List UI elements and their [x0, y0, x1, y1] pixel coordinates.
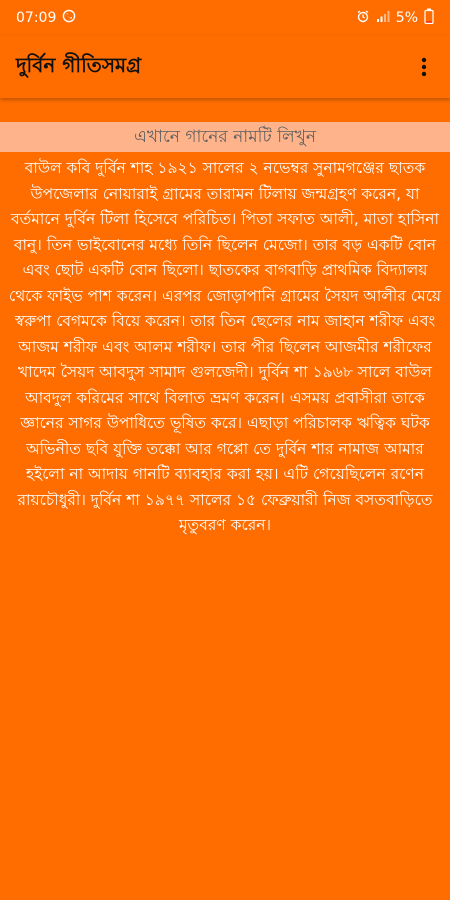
main-content: [0, 98, 450, 539]
more-vert-icon[interactable]: [410, 47, 438, 87]
description-text: বাউল কবি দুর্বিন শাহ ১৯২১ সালের ২ নভেম্বর সুনামগঞ্জের ছাতক উপজেলার নোয়ারাই গ্রামের তারামন টিলায় জন্মগ্রহণ করেন, যা বর্তমানে দুর্বিন টিলা হিসেবে পরিচিত। পিতা সফাত আলী, মাতা হাসিনা বানু। তিন ভাইবোনের মধ্যে তিনি ছিলেন মেজো। তার বড় একটি বোন এবং ছোট একটি বোন ছিলো। ছাতকের বাগবাড়ি প্রাথমিক বিদ্যালয় থেকে ফাইভ পাশ করেন। এরপর জোড়াপানি গ্রামের সৈয়দ আলীর মেয়ে স্বরুপা বেগমকে বিয়ে করেন। তার তিন ছেলের নাম জাহান শরীফ এবং আজম শরীফ এবং আলম শরীফ। তার পীর ছিলেন আজমীর শরীফের খাদেম সৈয়দ আবদুস সামাদ গুলজেদী। দুর্বিন শা ১৯৬৮ সালে বাউল আবদুল করিমের সাথে বিলাত ভ্রমণ করেন। এসময় প্রবাসীরা তাকে জ্ঞানের সাগর উপাধিতে ভূষিত করে। এছাড়া পরিচালক ঋত্বিক ঘটক অভিনীত ছবি যুক্তি তক্কো আর গপ্পো তে দুর্বিন শার নামাজ আমার হইলো না আদায় গানটি ব্যাবহার করা হয়। এটি গেয়েছিলেন রণেন রায়চৌধুরী। দুর্বিন শা ১৯৭৭ সালের ১৫ ফেব্রুয়ারী নিজ বসতবাড়িতে মৃতুবরণ করেন।: [8, 159, 442, 534]
status-left: [16, 9, 76, 27]
status-bar: [0, 0, 450, 36]
status-time: 07:09: [16, 10, 57, 26]
battery-icon: [424, 8, 434, 28]
battery-percent: 5%: [395, 10, 418, 26]
app-bar: [0, 36, 450, 98]
alarm-icon: [356, 9, 370, 27]
status-right: [356, 8, 434, 28]
signal-icon: [376, 9, 390, 27]
song-title-input[interactable]: [0, 122, 450, 152]
whatsapp-icon: [62, 9, 76, 27]
app-title: দুর্বিন গীতিসমগ্র: [16, 52, 142, 77]
